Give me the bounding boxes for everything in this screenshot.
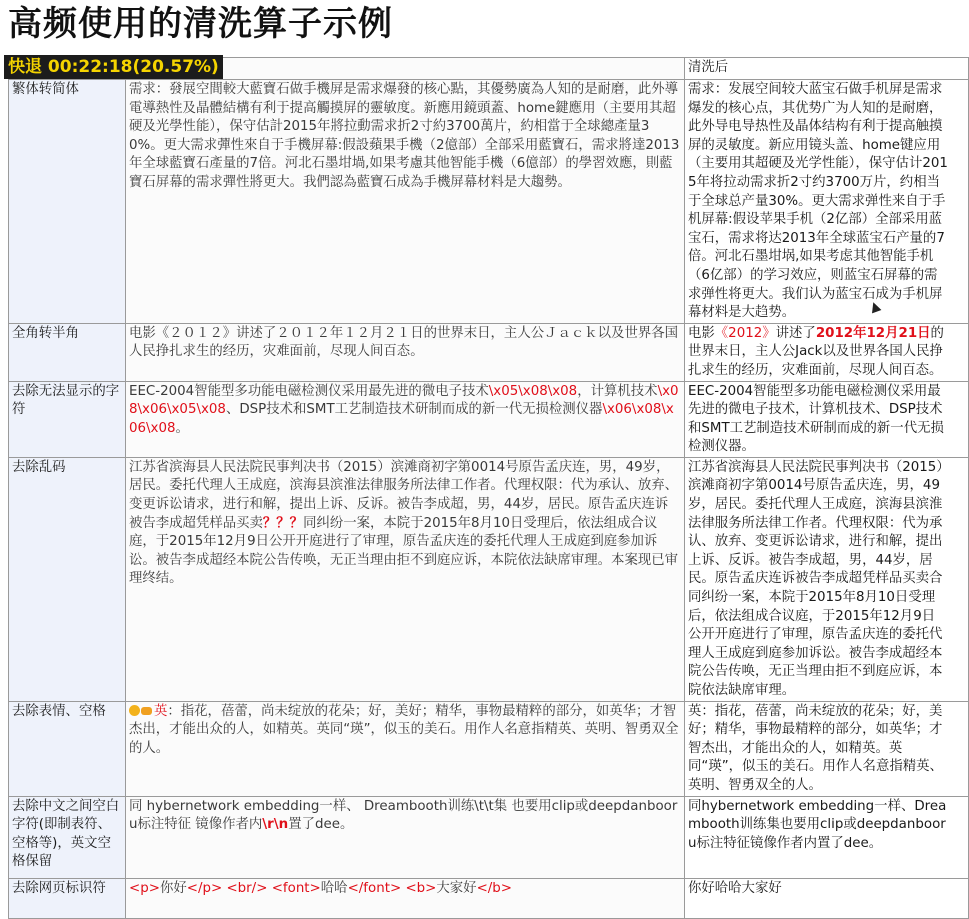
after-text-mid: 讲述了 (775, 325, 816, 341)
row-after-text: 需求：发展空间较大蓝宝石做手机屏是需求爆发的核心点，其优势广为人知的是耐磨，此外导电导热性及晶体结构有利于提高触摸屏的灵敏度。新应用镜头盖、home键应用（主要用其超硬及光学性能），保守估计2015年将拉动需求折2寸约3700万片，约相当于全球总产量30%。更大需求弹性来自于手机屏幕:假设苹果手机（2亿部）全部采用蓝宝石，需求将达2013年全球蓝宝石产量的7倍。河北石墨坩埚,如果考虑其他智能手机（6亿部）的学习效应，则蓝宝石屏幕的需求弹性将更大。我们认为蓝宝石成为手机屏幕材料是大趋势。 (688, 82, 948, 321)
row-after (685, 701, 969, 796)
row-after-text (688, 325, 948, 381)
hand-emoji-icon (141, 707, 152, 715)
row-label: 去除无法显示的字符 (9, 381, 126, 457)
row-after (685, 796, 969, 878)
before-text: 同纠纷一案，本院于2015年8月10日受理后，依法组成合议庭，于2015年12月9日公开开庭进行了审理，原告孟庆连的委托代理人王成庭到庭参加诉讼。被告李成超经本院公告传唤，无正当理由拒不到庭应诉，本院依法缺席审理。本案现已审理终结。 (129, 515, 679, 587)
smiley-emoji-icon (129, 705, 140, 716)
video-seek-overlay: 快退 00:22:18(20.57%) (4, 55, 223, 79)
control-chars-1: \x05\x08\x08 (488, 383, 578, 399)
row-before (126, 457, 685, 701)
row-before: 需求：發展空間較大藍寶石做手機屏是需求爆發的核心點，其優勢廣為人知的是耐磨，此外導電導熱性及晶體結構有利于提高觸摸屏的靈敏度。新應用鏡頭蓋、home鍵應用（主要用其超硬及光學性能），保守估計2015年將拉動需求折2寸約3700萬片，約相當于全球總產量30%。更大需求彈性來自于手機屏幕:假設蘋果手機（2億部）全部采用藍寶石，需求將達2013年全球藍寶石產量的7倍。河北石墨坩堝,如果考慮其他智能手機（6億部）的學習效應，則藍寶石屏幕的需求彈性將更大。我們認為藍寶石成為手機屏幕材料是大趨勢。 (126, 80, 685, 324)
after-highlight-2: 2012年12月21日 (815, 325, 931, 341)
before-text: 、DSP技术和SMT工艺制造技术研制而成的新一代无损检测仪器 (225, 402, 603, 418)
table-row (9, 796, 969, 878)
row-label: 去除网页标识符 (9, 878, 126, 918)
html-tag: <br/> (226, 880, 268, 896)
table-row (9, 701, 969, 796)
html-tags-text (129, 881, 512, 896)
row-before (126, 878, 685, 918)
row-before (126, 381, 685, 457)
row-after (685, 323, 969, 381)
after-highlight-1: 《2012》 (714, 325, 776, 341)
html-tag: <p> (129, 880, 160, 896)
html-text: 大家好 (436, 880, 477, 896)
row-before (126, 796, 685, 878)
row-label: 去除中文之间空白字符(即制表符、空格等)，英文空格保留 (9, 796, 126, 878)
table-row (9, 80, 969, 324)
after-text-pre: 电影 (688, 325, 715, 341)
page-title: 高频使用的清洗算子示例 (8, 4, 393, 44)
before-text: ：指花，蓓蕾，尚未绽放的花朵；好，美好；精华，事物最精粹的部分，如英华；才智杰出，才能出众的人，如精英。英同“瑛”，似玉的美石。用作人名意指精英、英明、智勇双全的人。 (129, 703, 679, 756)
row-label: 全角转半角 (9, 323, 126, 381)
html-tag: <b> (405, 880, 437, 896)
before-text: 江苏省滨海县人民法院民事判决书（2015）滨滩商初字第0014号原告孟庆连，男，49岁，居民。委托代理人王成庭，滨海县滨淮法律服务所法律工作者。代理权限：代为承认、放弃、变更诉讼请求，进行和解，提出上诉、反诉。被告李成超，男，44岁，居民。原告孟庆连诉被告李成超凭样品买卖 (129, 459, 679, 531)
row-after-text: 你好哈哈大家好 (688, 880, 782, 896)
row-after (685, 457, 969, 701)
row-after (685, 80, 969, 324)
row-after-text: 同hybernetwork embedding一样、Dreambooth训练集也要用clip或deepdanbooru标注特征镜像作者内置了dee。 (688, 798, 947, 851)
header-cell-after: 清洗后 (685, 58, 969, 80)
row-after (685, 381, 969, 457)
html-tag: <font> (271, 880, 321, 896)
row-label: 繁体转简体 (9, 80, 126, 324)
before-text: ，计算机技术 (577, 383, 658, 399)
row-before: 电影《２０１２》讲述了２０１２年１２月２１日的世界末日，主人公Ｊａｃｋ以及世界各国人民挣扎求生的经历，灾难面前，尽现人间百态。 (126, 323, 685, 381)
html-text: 哈哈 (320, 880, 348, 896)
html-text: 你好 (159, 880, 187, 896)
html-tag: </p> (186, 880, 223, 896)
row-after-text: 江苏省滨海县人民法院民事判决书（2015）滨滩商初字第0014号原告孟庆连，男，49岁，居民。委托代理人王成庭，滨海县滨淮法律服务所法律工作者。代理权限：代为承认、放弃、变更诉讼请求，进行和解，提出上诉、反诉。被告李成超，男，44岁，居民。原告孟庆连诉被告李成超凭样品买卖合同纠纷一案，本院于2015年8月10日受理后，依法组成合议庭，于2015年12月9日公开开庭进行了审理，原告孟庆连的委托代理人王成庭到庭参加诉讼。被告李成超经本院公告传唤，无正当理由拒不到庭应诉，本院依法缺席审理。 (688, 459, 944, 698)
html-tag: </font> (347, 880, 402, 896)
html-tag: </b> (476, 880, 513, 896)
after-text-post: 的世界末日，主人公Jack以及世界各国人民挣扎求生的经历，灾难面前，尽现人间百态。 (688, 325, 944, 378)
row-after-text: 英：指花，蓓蕾，尚未绽放的花朵；好，美好；精华，事物最精粹的部分，如英华；才智杰出，才能出众的人，如精英。英同“瑛”，似玉的美石。用作人名意指精英、英明、智勇双全的人。 (688, 703, 943, 793)
table-row (9, 323, 969, 381)
row-label: 去除表情、空格 (9, 701, 126, 796)
garbled-chars: ？？？ (262, 515, 304, 531)
table-row (9, 381, 969, 457)
operators-table (8, 57, 969, 919)
before-text: EEC-2004智能型多功能电磁检测仪采用最先进的微电子技术 (129, 383, 489, 399)
operators-table-container (8, 57, 948, 896)
row-before (126, 701, 685, 796)
before-text: 。 (175, 420, 189, 436)
before-text: 同 hybernetwork embedding一样、 Dreambooth训练\t\t集 也要用clip或deepdanbooru标注特征 镜像作者内 (129, 798, 678, 833)
table-row (9, 457, 969, 701)
before-text: 置了dee。 (288, 817, 354, 833)
row-label: 去除乱码 (9, 457, 126, 701)
newline-chars: \r\n (262, 817, 289, 833)
row-after-text: EEC-2004智能型多功能电磁检测仪采用最先进的微电子技术，计算机技术、DSP技术和SMT工艺制造技术研制而成的新一代无损检测仪器。 (688, 383, 944, 455)
table-row (9, 878, 969, 918)
row-after (685, 878, 969, 918)
emoji-highlight: 英 (154, 703, 168, 719)
control-chars-2: \x08\x06\x05\x08 (129, 383, 679, 418)
control-chars-3: \x06\x08\x06\x08 (129, 402, 674, 436)
